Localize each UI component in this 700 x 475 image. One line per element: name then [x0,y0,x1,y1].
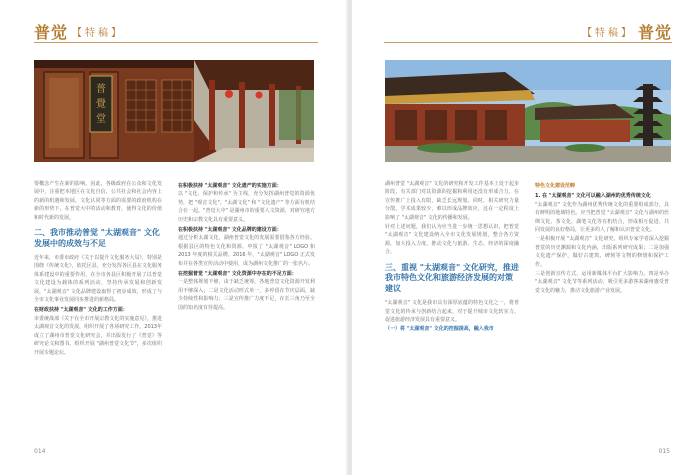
col1-body: 近年来，市委市政府《关于以提升文化服务大局》，特别是围绕《传统文化》，依托区县，充分发挥各区县在文化服务体系建设中的重要作用，在全市各县区积极开展了以普觉文化建设为载体的系列活动，坚持传承发展和创新发展，"太湖观音" 文化品牌建设取得了初步成效，形成了与全市文化事业发展同步推进的新格局。 [34,255,162,304]
col1-body2: 市委统战部《关于在全市开展宗教文化的实施意见》，推进太湖观音文化的发展，组织开展了各项研究工作。2013年成立了湖州市普觉文化研究会，并出版发行了《普觉》等研究论文和图书。组织开展 "湖州普觉文化节"，多次组织开展专题论坛。 [34,315,162,356]
right-header [582,20,672,42]
col2-body2: 通过分析太湖文化，湖州普觉文化的发展需要借鉴各方经验。根据县区的特色文化和资源，申报了 "太湖观音" LOGO 和 2013 年度的相关品牌。2016 年，"太湖观音" LOGO 正式发布并在各类宣传活动中使用，成为湖州文化推广的一张名片。 [178,235,315,267]
left-page-number: 014 [34,448,46,455]
right-column-1 [385,180,519,442]
subheading-1: 在财政扶持 "太湖观音" 文化的工作方面： [34,307,128,314]
subheading-4: 在挖掘普觉 "太湖观音" 文化资源中存在的不足方面： [178,271,297,278]
section-heading-3: 三、重视 "太湖观音" 文化研究，推进我市特色文化和旅游经济发展的对策建议 [385,262,519,293]
left-column-1 [34,180,162,442]
col3-body1: 湖州普觉 "太湖观音" 文化的研究和开发工作基本上处于起步阶段，有关部门对其资源的挖掘和利用还没有形成合力，在宣传推广上投入有限，缺乏长远规划。同时，相关研究力量分散，学术成果较少，难以形成品牌效应，这在一定程度上影响了 "太湖观音" 文化的传播和发展。 [385,181,519,221]
left-page [0,0,348,475]
col3-body3: "太湖观音" 文化是我市具有深厚底蕴的特色文化之一，将普觉文化的传承与创新结合起来，对于提升城市文化软实力、促进旅游经济发展具有重要意义。 [385,300,519,323]
left-column-2 [178,180,315,442]
col2-body3: 一是整体规划不够，由于缺乏统筹，各地普觉文化资源开发利用不够深入；二是文化活动形式单一，多停留在节庆层面，缺少持续性和影响力；三是宣传推广力度不足，在长三角乃至全国的知名度有待提高。 [178,279,315,311]
section-heading-2: 二、我市推动普觉 "太湖观音" 文化发展中的成效与不足 [34,228,160,248]
col2-body1: 以 "文化、保护和传承" 为主线，充分发挥湖州普觉的资源优势，把 "观音文化"、"太湖文化" 和 "文化遗产" 等方面有机结合在一起。"普觉大中" 是湖州市的重要人文资源，对研究地方历史和宗教文化具有重要意义。 [178,191,315,223]
left-header-rule [34,42,318,43]
col3-body2: 针对上述问题，我们认为应当进一步统一思想认识，把普觉 "太湖观音" 文化建设纳入全市文化发展规划，整合各方资源，加大投入力度，推动文化与旅游、生态、经济的深度融合。 [385,224,519,256]
svg-text:覺: 覺 [96,99,106,110]
col4-body2: 一是积极开展 "太湖观音" 文化研究，组织专家学者深入挖掘普觉的历史渊源和文化内涵，出版系列研究成果；二是加强文化遗产保护，做好古建筑、碑刻等文物的修缮和保护工作。 [535,236,669,268]
right-header-rule [384,42,672,43]
left-section-tag: 【特稿】 [72,27,125,39]
left-temple-photo [34,60,314,162]
right-section-tag: 【特稿】 [581,27,634,39]
right-column-2 [535,180,669,442]
subheading-2: 在积极扶持 "太湖观音" 文化遗产的实施方面： [178,183,282,189]
col4-body1: "太湖观音" 文化作为湖州优秀传统文化的重要组成部分，具有鲜明的地域特色。应当把普觉 "太湖观音" 文化与湖州的丝绸文化、茶文化、湖笔文化等有机结合，形成相互促进、共同发展的良好格局，让更多的人了解和认识普觉文化。 [535,201,669,234]
right-temple-photo [385,60,671,162]
svg-text:堂: 堂 [96,114,106,125]
col4-body3: 三是创新宣传方式，运用新媒体平台扩大影响力。四是举办 "太湖观音" 文化节等系列活动，吸引更多游客来湖州感受普觉文化的魅力，推动文化旅游产业发展。 [535,271,669,294]
left-brand-logo: 普觉 [34,22,69,42]
subheading-3: 在积极扶持 "太湖观音" 文化品牌的建设方面： [178,227,282,234]
subheading-5: 1. 在 "太湖观音" 文化可以融入湖州的优秀传统文化 [535,193,651,200]
left-header [34,20,124,42]
right-page-number: 015 [658,448,670,455]
subheading-orange: 特色文化建设范畴 [535,183,576,189]
callout-1: （一）将 "太湖观音" 文化的挖掘提高，融入我市 [385,326,494,333]
svg-text:普: 普 [96,84,106,95]
right-brand-logo: 普觉 [637,22,672,42]
col1-intro: 要概念产生在新的影响。因此，各级政府在公众和文化发展中，注重把本地区在文化自信、公共社会和社会内容上的新的机遇和发展、文化认同等方面的需要的政府机构在新的形势下，在普觉大中的活动和教育，使得文化的价值和时代新的发展。 [34,181,162,221]
